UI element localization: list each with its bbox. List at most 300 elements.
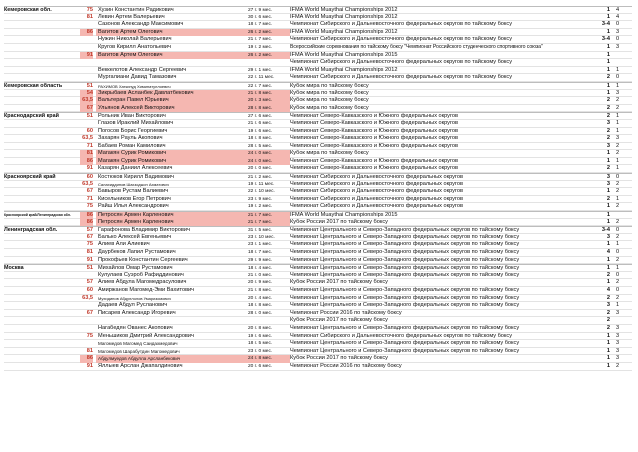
athlete-name-cell: Кулулаев Суэроб Рафиддинович <box>98 271 184 278</box>
table-row <box>4 150 632 158</box>
place-cell: 1 <box>606 279 610 286</box>
region-cell: Ленинградская обл. <box>4 227 58 234</box>
weight-cell: 63,5 <box>82 294 93 301</box>
age-cell: 23 г. 0 мес. <box>248 348 273 354</box>
count-cell: 1 <box>616 119 620 126</box>
event-cell: IFMA World Muaythai Championships 2012 <box>290 7 398 13</box>
age-cell: 21 г. 8 мес. <box>248 287 273 293</box>
count-cell: 2 <box>616 142 620 149</box>
athlete-name-cell: Амиржанов Магомед-Эми Вахитович <box>98 286 195 293</box>
weight-cell: 67 <box>86 233 93 240</box>
count-cell: 0 <box>616 174 620 181</box>
athlete-name-cell: Зикрыбаев Асланбек Давлатбекович <box>96 90 248 98</box>
place-cell: 1 <box>606 362 610 369</box>
table-row <box>4 226 632 234</box>
athlete-name-cell: Петросян Армен Карленович <box>96 212 248 220</box>
age-cell: 18 г. 8 мес. <box>248 303 273 309</box>
event-cell: Всероссийские соревнования по тайскому боксу "Чемпионат Российского студенческого спортивного союза" <box>290 43 543 50</box>
athlete-name-cell: Магакян Сурик Ромикович <box>96 150 248 158</box>
count-cell: 0 <box>616 227 620 234</box>
age-cell: 21 г. 8 мес. <box>248 90 290 98</box>
table-row <box>4 135 632 143</box>
region-cell: Краснодарский край <box>4 113 59 120</box>
count-cell: 2 <box>616 180 620 187</box>
athlete-name-cell: Хузин Константин Радикович <box>98 7 174 13</box>
athlete-name-cell: Прокофьев Константин Сергеевич <box>98 256 188 263</box>
athlete-name-cell: Бабаев Роман Камилович <box>98 142 166 149</box>
age-cell: 29 г. 1 мес. <box>248 67 273 73</box>
place-cell: 1 <box>606 241 610 248</box>
athlete-name-cell: Бавыров Рустам Валиевич <box>98 188 169 195</box>
athlete-name-cell: Нужин Николай Валерьевич <box>98 36 172 43</box>
weight-cell: 75 <box>86 203 93 210</box>
weight-cell: 75 <box>86 7 93 13</box>
event-cell: Чемпионат Сибирского и Дальневосточного федеральных округов <box>290 180 463 187</box>
weight-cell: 75 <box>86 241 93 248</box>
event-cell: Кубок России 2017 по тайскому боксу <box>290 279 388 286</box>
age-cell: 30 г. 6 мес. <box>248 14 273 20</box>
place-cell: 2 <box>606 74 610 81</box>
age-cell: 21 г. 0 мес. <box>248 272 273 278</box>
weight-cell: 86 <box>80 29 93 37</box>
age-cell: 29 г. 9 мес. <box>248 257 273 263</box>
athlete-name-cell: Балько Алексей Евгеньевич <box>98 233 172 240</box>
count-cell: 1 <box>616 302 620 309</box>
table-row <box>4 36 632 44</box>
event-cell: IFMA World Muaythai Championships 2012 <box>290 28 398 35</box>
weight-cell: 86 <box>80 355 93 363</box>
place-cell: 4 <box>606 286 610 293</box>
athlete-name-cell: Кругов Кирилл Анатольевич <box>98 43 171 50</box>
weight-cell: 51 <box>86 113 93 120</box>
place-cell: 1 <box>606 28 610 35</box>
table-row <box>4 67 632 75</box>
weight-cell: 91 <box>86 256 93 263</box>
athlete-name-cell: Михайлов Омар Рустамович <box>98 265 173 272</box>
weight-cell: 57 <box>86 227 93 234</box>
event-cell: Чемпионат Центрального и Северо-Западного федеральных округов по тайскому боксу <box>290 265 520 272</box>
event-cell: Чемпионат Центрального и Северо-Западного федеральных округов по тайскому боксу <box>290 233 520 240</box>
event-cell: Кубок России 2017 по тайскому боксу <box>290 218 388 225</box>
table-row <box>4 21 632 29</box>
age-cell: 21 г. 7 мес. <box>248 219 290 227</box>
table-row <box>4 143 632 151</box>
count-cell: 3 <box>616 340 620 347</box>
table-row <box>4 90 632 98</box>
place-cell: 2 <box>606 113 610 120</box>
event-cell: Чемпионат Сибирского и Дальневосточного федеральных округов <box>290 188 463 195</box>
athlete-name-cell: Глазов Ираклий Михайлович <box>98 119 174 126</box>
count-cell: 2 <box>616 256 620 263</box>
table-row <box>4 188 632 196</box>
event-cell: Чемпионат Сибирского и Дальневосточного федеральных округов по тайскому боксу <box>290 21 513 28</box>
table-row <box>4 234 632 242</box>
event-cell: Кубок мира по тайскому боксу <box>290 150 369 157</box>
table-row <box>4 112 632 120</box>
athlete-name-cell: Меньшиков Дмитрий Александрович <box>98 332 194 339</box>
place-cell: 2 <box>606 317 610 324</box>
count-cell: 4 <box>616 7 620 13</box>
table-row <box>4 272 632 280</box>
count-cell: 2 <box>616 233 620 240</box>
table-row <box>4 120 632 128</box>
table-row <box>4 264 632 272</box>
table-row <box>4 14 632 22</box>
count-cell: 1 <box>616 127 620 134</box>
age-cell: 28 г. 0 мес. <box>248 310 273 316</box>
region-cell: Кемеровская область <box>4 82 63 89</box>
results-table <box>4 6 632 371</box>
count-cell: 0 <box>616 271 620 278</box>
event-cell: IFMA World Muaythai Championships 2015 <box>290 212 398 219</box>
age-cell: 20 г. 4 мес. <box>248 295 273 301</box>
athlete-name-cell: Мухидинов Абдуллолов Умаризомович <box>98 295 171 301</box>
table-row <box>4 52 632 60</box>
athlete-name-cell: Писарев Александр Игоревич <box>98 309 176 316</box>
athlete-name-cell: Алиев Абдула Магомедрасулович <box>98 279 187 286</box>
count-cell: 2 <box>616 362 620 369</box>
weight-cell: 71 <box>86 195 93 202</box>
count-cell: 3 <box>616 89 620 96</box>
age-cell: 21 г. 7 мес. <box>248 37 273 43</box>
athlete-name-cell: Веккелотов Александр Сергеевич <box>98 66 187 73</box>
event-cell: IFMA World Muaythai Championships 2015 <box>290 51 398 58</box>
age-cell: 21 г. 2 мес. <box>248 175 273 181</box>
count-cell: 3 <box>616 135 620 142</box>
athlete-name-cell: Петросян Армен Карленович <box>96 219 248 227</box>
table-row <box>4 82 632 90</box>
weight-cell: 67 <box>86 309 93 316</box>
athlete-name-cell: Гарафонова Владимир Викторович <box>98 227 190 234</box>
age-cell: 20 г. 3 мес. <box>248 97 290 105</box>
event-cell: Кубок России 2017 по тайскому боксу <box>290 355 388 362</box>
athlete-name-cell: Магакян Сурик Ромикович <box>96 158 248 166</box>
weight-cell: 51 <box>86 82 93 89</box>
table-row <box>4 74 632 82</box>
event-cell: Чемпионат Северо-Кавказского и Южного федеральных округов <box>290 113 458 120</box>
event-cell: Чемпионат Центрального и Северо-Западного федеральных округов по тайскому боксу <box>290 347 520 354</box>
weight-cell: 67 <box>86 188 93 195</box>
table-row <box>4 97 632 105</box>
age-cell: 21 г. 6 мес. <box>248 120 273 126</box>
athlete-name-cell: Ульянов Алексей Викторович <box>96 105 248 113</box>
place-cell: 3-4 <box>601 227 610 234</box>
age-cell: 21 г. 7 мес. <box>248 212 290 220</box>
table-row <box>4 158 632 166</box>
age-cell: 28 г. 8 мес. <box>248 105 290 113</box>
athlete-name-cell: Даурбеков Лапил Рустамович <box>98 249 176 255</box>
count-cell: 0 <box>616 249 620 255</box>
place-cell: 2 <box>606 127 610 134</box>
region-cell: Красноярский край/Ленинградская обл. <box>4 213 71 218</box>
place-cell: 1 <box>606 347 610 354</box>
athlete-name-cell: Костюков Кирилл Вадимович <box>98 174 174 181</box>
table-row <box>4 333 632 341</box>
event-cell: Чемпионат Северо-Кавказского и Южного федеральных округов <box>290 142 458 149</box>
weight-cell: 71 <box>86 142 93 149</box>
table-row <box>4 249 632 257</box>
place-cell: 2 <box>606 271 610 278</box>
place-cell: 3-4 <box>601 21 610 28</box>
athlete-name-cell: Алиев Али Алиевич <box>98 241 150 248</box>
athlete-name-cell: Левин Артем Валерьевич <box>98 13 165 20</box>
place-cell: 2 <box>606 165 610 172</box>
age-cell: 26 г. 2 мес. <box>248 52 290 60</box>
count-cell: 2 <box>616 294 620 301</box>
place-cell: 1 <box>606 59 610 66</box>
place-cell: 2 <box>606 97 610 104</box>
age-cell: 23 г. 1 мес. <box>248 242 273 248</box>
table-row <box>4 219 632 227</box>
count-cell: 3 <box>616 28 620 35</box>
table-row <box>4 257 632 265</box>
weight-cell: 60 <box>86 174 93 181</box>
table-row <box>4 295 632 303</box>
place-cell: 1 <box>606 340 610 347</box>
count-cell: 1 <box>616 165 620 172</box>
event-cell: Чемпионат России 2016 по тайскому боксу <box>290 309 402 316</box>
place-cell: 1 <box>606 332 610 339</box>
event-cell: Чемпионат Северо-Кавказского и Южного федеральных округов <box>290 135 458 142</box>
event-cell: Чемпионат России 2016 по тайскому боксу <box>290 362 402 369</box>
table-row <box>4 173 632 181</box>
age-cell: 18 г. 4 мес. <box>248 266 273 272</box>
age-cell: 23 г. 10 мес. <box>248 234 275 240</box>
event-cell: Кубок мира по тайскому боксу <box>290 104 369 111</box>
place-cell: 3-4 <box>601 36 610 43</box>
count-cell: 2 <box>616 279 620 286</box>
place-cell: 1 <box>606 256 610 263</box>
table-row <box>4 355 632 363</box>
place-cell: 3 <box>606 302 610 309</box>
weight-cell: 81 <box>80 150 93 158</box>
place-cell: 2 <box>606 294 610 301</box>
place-cell: 1 <box>606 355 610 362</box>
athlete-name-cell: Кисельников Егор Петрович <box>98 195 171 202</box>
event-cell: Чемпионат Центрального и Северо-Западного федеральных округов по тайскому боксу <box>290 256 520 263</box>
age-cell: 22 г. 7 мес. <box>248 83 273 89</box>
place-cell: 2 <box>606 195 610 202</box>
event-cell: IFMA World Muaythai Championships 2012 <box>290 13 398 20</box>
age-cell: 18 г. 7 мес. <box>248 22 273 28</box>
age-cell: 24 г. 0 мес. <box>248 158 290 166</box>
age-cell: 18 г. 5 мес. <box>248 341 273 347</box>
weight-cell: 63,5 <box>82 180 93 187</box>
age-cell: 19 г. 6 мес. <box>248 128 273 134</box>
age-cell: 19 г. 2 мес. <box>248 204 273 210</box>
count-cell: 1 <box>616 113 620 120</box>
event-cell: Чемпионат Центрального и Северо-Западного федеральных округов по тайскому боксу <box>290 302 520 309</box>
event-cell: Чемпионат Центрального и Северо-Западного федеральных округов по тайскому боксу <box>290 271 520 278</box>
weight-cell: 91 <box>80 52 93 60</box>
region-cell: Кемеровская обл. <box>4 7 52 13</box>
weight-cell: 91 <box>86 165 93 172</box>
count-cell: 4 <box>616 13 620 20</box>
weight-cell: 54 <box>80 90 93 98</box>
place-cell: 1 <box>606 212 610 219</box>
event-cell: Чемпионат Сибирского и Дальневосточного федеральных округов <box>290 203 463 210</box>
count-cell: 2 <box>616 188 620 195</box>
weight-cell: 60 <box>86 127 93 134</box>
place-cell: 4 <box>606 249 610 255</box>
weight-cell: 60 <box>86 286 93 293</box>
event-cell: Чемпионат Северо-Кавказского и Южного федеральных округов <box>290 165 458 172</box>
weight-cell: 75 <box>86 332 93 339</box>
place-cell: 1 <box>606 89 610 96</box>
age-cell: 26 г. 2 мес. <box>248 29 290 37</box>
place-cell: 2 <box>606 324 610 331</box>
weight-cell: 86 <box>80 212 93 220</box>
table-row <box>4 363 632 371</box>
place-cell: 1 <box>606 13 610 20</box>
athlete-name-cell: Райш Илья Александрович <box>98 203 169 210</box>
athlete-name-cell: Казарян Даниил Алексеевич <box>98 165 173 172</box>
table-row <box>4 165 632 173</box>
table-row <box>4 317 632 325</box>
place-cell: 3 <box>606 142 610 149</box>
weight-cell: 57 <box>86 279 93 286</box>
event-cell: Чемпионат Северо-Кавказского и Южного федеральных округов <box>290 127 458 134</box>
count-cell: 2 <box>616 218 620 225</box>
place-cell: 3 <box>606 174 610 181</box>
athlete-name-cell: РАХИМОВ Хаткинуд Химинатуллоевич <box>98 83 171 89</box>
table-row <box>4 211 632 219</box>
count-cell: 3 <box>616 332 620 339</box>
place-cell: 3 <box>606 233 610 240</box>
count-cell: 3 <box>616 309 620 316</box>
event-cell: Чемпионат Центрального и Северо-Западного федеральных округов по тайскому боксу <box>290 324 520 331</box>
count-cell: 1 <box>616 265 620 272</box>
place-cell: 3 <box>606 180 610 187</box>
count-cell: 3 <box>616 347 620 354</box>
table-row <box>4 340 632 348</box>
count-cell: 1 <box>616 66 620 73</box>
place-cell: 2 <box>606 309 610 316</box>
count-cell: 2 <box>616 97 620 104</box>
age-cell: 22 г. 10 мес. <box>248 189 275 195</box>
count-cell: 1 <box>616 241 620 248</box>
event-cell: Чемпионат Сибирского и Дальневосточного федеральных округов <box>290 195 463 202</box>
weight-cell: 81 <box>86 249 93 255</box>
count-cell: 0 <box>616 74 620 81</box>
weight-cell: 51 <box>86 265 93 272</box>
table-row <box>4 59 632 67</box>
table-row <box>4 302 632 310</box>
event-cell: Кубок мира по тайскому боксу <box>290 82 369 89</box>
age-cell: 20 г. 9 мес. <box>248 280 273 286</box>
weight-cell: 63,5 <box>80 97 93 105</box>
table-row <box>4 348 632 356</box>
athlete-name-cell: Сазонов Александр Максимович <box>98 21 184 28</box>
count-cell: 3 <box>616 324 620 331</box>
event-cell: IFMA World Muaythai Championships 2012 <box>290 66 398 73</box>
event-cell: Кубок мира по тайскому боксу <box>290 97 369 104</box>
age-cell: 22 г. 11 мес. <box>248 75 275 81</box>
athlete-name-cell: Погосов Борис Георгиевич <box>98 127 168 134</box>
age-cell: 24 г. 0 мес. <box>248 150 290 158</box>
weight-cell: 91 <box>86 362 93 369</box>
count-cell: 2 <box>616 150 620 157</box>
count-cell: 0 <box>616 286 620 293</box>
region-cell: Красноярский край <box>4 174 56 181</box>
athlete-name-cell: Вагитов Артем Олегович <box>96 52 248 60</box>
age-cell: 31 г. 5 мес. <box>248 228 273 234</box>
event-cell: Кубок России 2017 по тайскому боксу <box>290 317 388 324</box>
event-cell: Чемпионат Сибирского и Дальневосточного федеральных округов по тайскому боксу <box>290 36 513 43</box>
table-row <box>4 310 632 318</box>
region-cell: Москва <box>4 265 24 272</box>
event-cell: Кубок мира по тайскому боксу <box>290 89 369 96</box>
age-cell: 20 г. 8 мес. <box>248 325 273 331</box>
event-cell: Чемпионат Центрального и Северо-Западного федеральных округов по тайскому боксу <box>290 227 520 234</box>
table-row <box>4 44 632 52</box>
weight-cell: 67 <box>80 105 93 113</box>
event-cell: Чемпионат Северо-Кавказского и Южного федеральных округов <box>290 119 458 126</box>
count-cell: 0 <box>616 36 620 43</box>
athlete-name-cell: Яллыев Арслан Джапалдинович <box>98 362 183 369</box>
place-cell: 1 <box>606 82 610 89</box>
place-cell: 1 <box>606 265 610 272</box>
athlete-name-cell: Магомедов Шарабутдин Магомедович <box>98 348 180 354</box>
place-cell: 1 <box>606 51 610 58</box>
athlete-name-cell: Салахиддинов Шахзоджон Ахматович <box>98 181 169 187</box>
weight-cell: 63,5 <box>82 135 93 142</box>
athlete-name-cell: Вагитов Артем Олегович <box>96 29 248 37</box>
age-cell: 19 г. 11 мес. <box>248 181 275 187</box>
table-row <box>4 203 632 211</box>
table-row <box>4 128 632 136</box>
age-cell: 18 г. 8 мес. <box>248 136 273 142</box>
count-cell: 1 <box>616 157 620 164</box>
count-cell: 2 <box>616 104 620 111</box>
place-cell: 2 <box>606 104 610 111</box>
table-row <box>4 29 632 37</box>
place-cell: 2 <box>606 135 610 142</box>
athlete-name-cell: Магомедов Магомед Саидахмедович <box>98 341 178 347</box>
count-cell: 1 <box>616 195 620 202</box>
event-cell: Чемпионат Северо-Кавказского и Южного федеральных округов <box>290 157 458 164</box>
place-cell: 1 <box>606 157 610 164</box>
place-cell: 1 <box>606 43 610 50</box>
athlete-name-cell: Рольник Иван Викторович <box>98 113 166 120</box>
event-cell: Чемпионат Сибирского и Дальневосточного федеральных округов по тайскому боксу <box>290 332 513 339</box>
event-cell: Чемпионат Центрального и Северо-Западного федеральных округов по тайскому боксу <box>290 249 520 255</box>
age-cell: 27 г. 6 мес. <box>248 114 273 120</box>
place-cell: 1 <box>606 188 610 195</box>
count-cell: 3 <box>616 43 620 50</box>
event-cell: Чемпионат Сибирского и Дальневосточного федеральных округов по тайскому боксу <box>290 59 513 66</box>
age-cell: 20 г. 6 мес. <box>248 363 273 369</box>
place-cell: 1 <box>606 203 610 210</box>
place-cell: 3 <box>606 119 610 126</box>
weight-cell: 81 <box>86 347 93 354</box>
age-cell: 27 г. 9 мес. <box>248 8 273 13</box>
weight-cell: 81 <box>86 13 93 20</box>
place-cell: 1 <box>606 218 610 225</box>
event-cell: Чемпионат Центрального и Северо-Западного федеральных округов по тайскому боксу <box>290 241 520 248</box>
event-cell: Чемпионат Центрального и Северо-Западного федеральных округов по тайскому боксу <box>290 294 520 301</box>
age-cell: 23 г. 9 мес. <box>248 196 273 202</box>
count-cell: 0 <box>616 21 620 28</box>
athlete-name-cell: Абдулмуедов Абдулла Арсланбекович <box>96 355 248 363</box>
table-row <box>4 6 632 14</box>
event-cell: Чемпионат Центрального и Северо-Западного федеральных округов по тайскому боксу <box>290 286 520 293</box>
table-row <box>4 241 632 249</box>
weight-cell: 86 <box>80 158 93 166</box>
table-row <box>4 279 632 287</box>
count-cell: 2 <box>616 203 620 210</box>
event-cell: Чемпионат Сибирского и Дальневосточного федеральных округов по тайскому боксу <box>290 74 513 81</box>
